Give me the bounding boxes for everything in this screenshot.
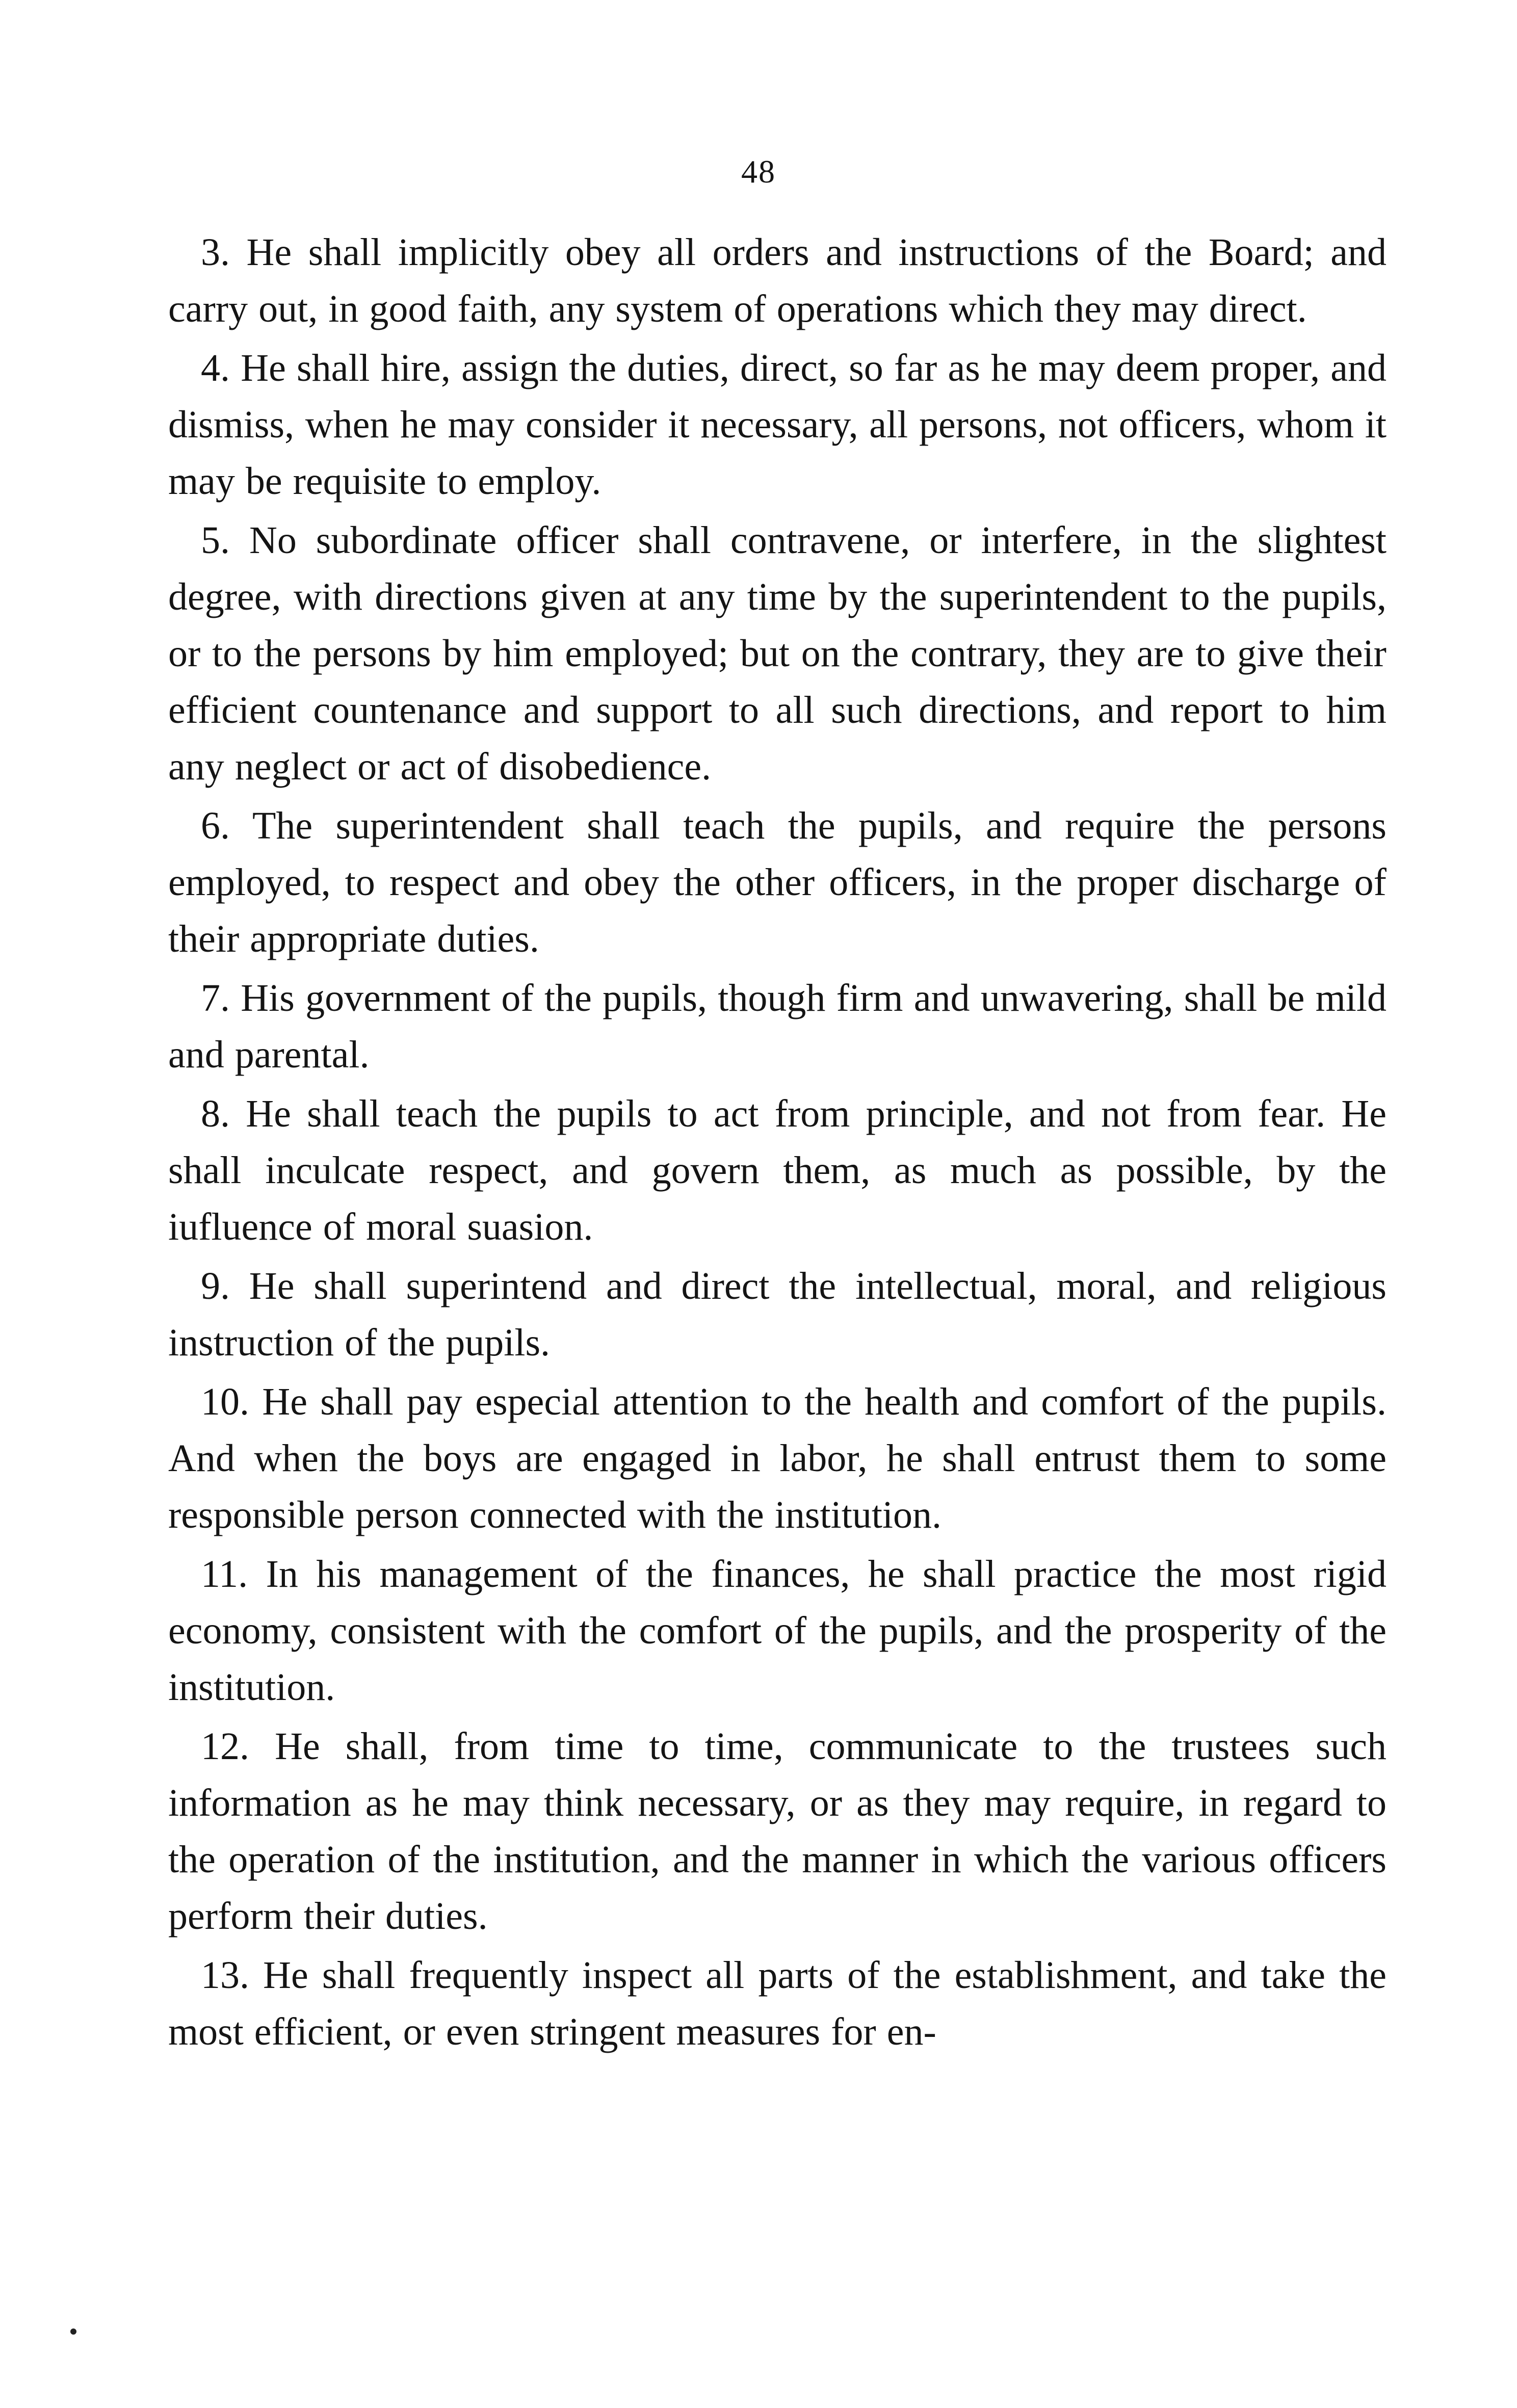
- paragraph-5: 5. No subordinate officer shall contravene, or interfere, in the slightest degree, with directions given at any time by the superintendent to the pupils, or to the persons by him employed; but on the contrary, they are to give their efficient countenance and support to all such directions, and report to him any neglect or act of disobedience.: [168, 519, 1387, 788]
- paragraph-7: 7. His government of the pupils, though firm and unwavering, shall be mild and parental.: [168, 977, 1387, 1076]
- paragraph-6: 6. The superintendent shall teach the pupils, and require the persons employed, to respect and obey the other officers, in the proper discharge of their appropriate duties.: [168, 804, 1387, 960]
- paragraph-4: 4. He shall hire, assign the duties, direct, so far as he may deem proper, and dismiss, when he may consider it necessary, all persons, not officers, whom it may be requisite to employ.: [168, 347, 1387, 503]
- ink-speck: [70, 2328, 76, 2335]
- paragraph-13: 13. He shall frequently inspect all parts of the establishment, and take the most efficient, or even stringent measures for en-: [168, 1954, 1387, 2053]
- paragraph-9: 9. He shall superintend and direct the intellectual, moral, and religious instruction of the pupils.: [168, 1265, 1387, 1364]
- body-text: [168, 224, 1387, 2063]
- paragraph-3: 3. He shall implicitly obey all orders and instructions of the Board; and carry out, in good faith, any system of operations which they may direct.: [168, 231, 1387, 330]
- paragraph-10: 10. He shall pay especial attention to the health and comfort of the pupils. And when the boys are engaged in labor, he shall entrust them to some responsible person connected with the institution.: [168, 1380, 1387, 1536]
- paragraph-11: 11. In his management of the finances, he shall practice the most rigid economy, consistent with the comfort of the pupils, and the prosperity of the institution.: [168, 1553, 1387, 1709]
- page-number: 48: [741, 153, 776, 190]
- paragraph-8: 8. He shall teach the pupils to act from principle, and not from fear. He shall inculcate respect, and govern them, as much as possible, by the iufluence of moral suasion.: [168, 1092, 1387, 1248]
- paragraph-12: 12. He shall, from time to time, communicate to the trustees such information as he may think necessary, or as they may require, in regard to the operation of the institution, and the manner in which the various officers perform their duties.: [168, 1725, 1387, 1938]
